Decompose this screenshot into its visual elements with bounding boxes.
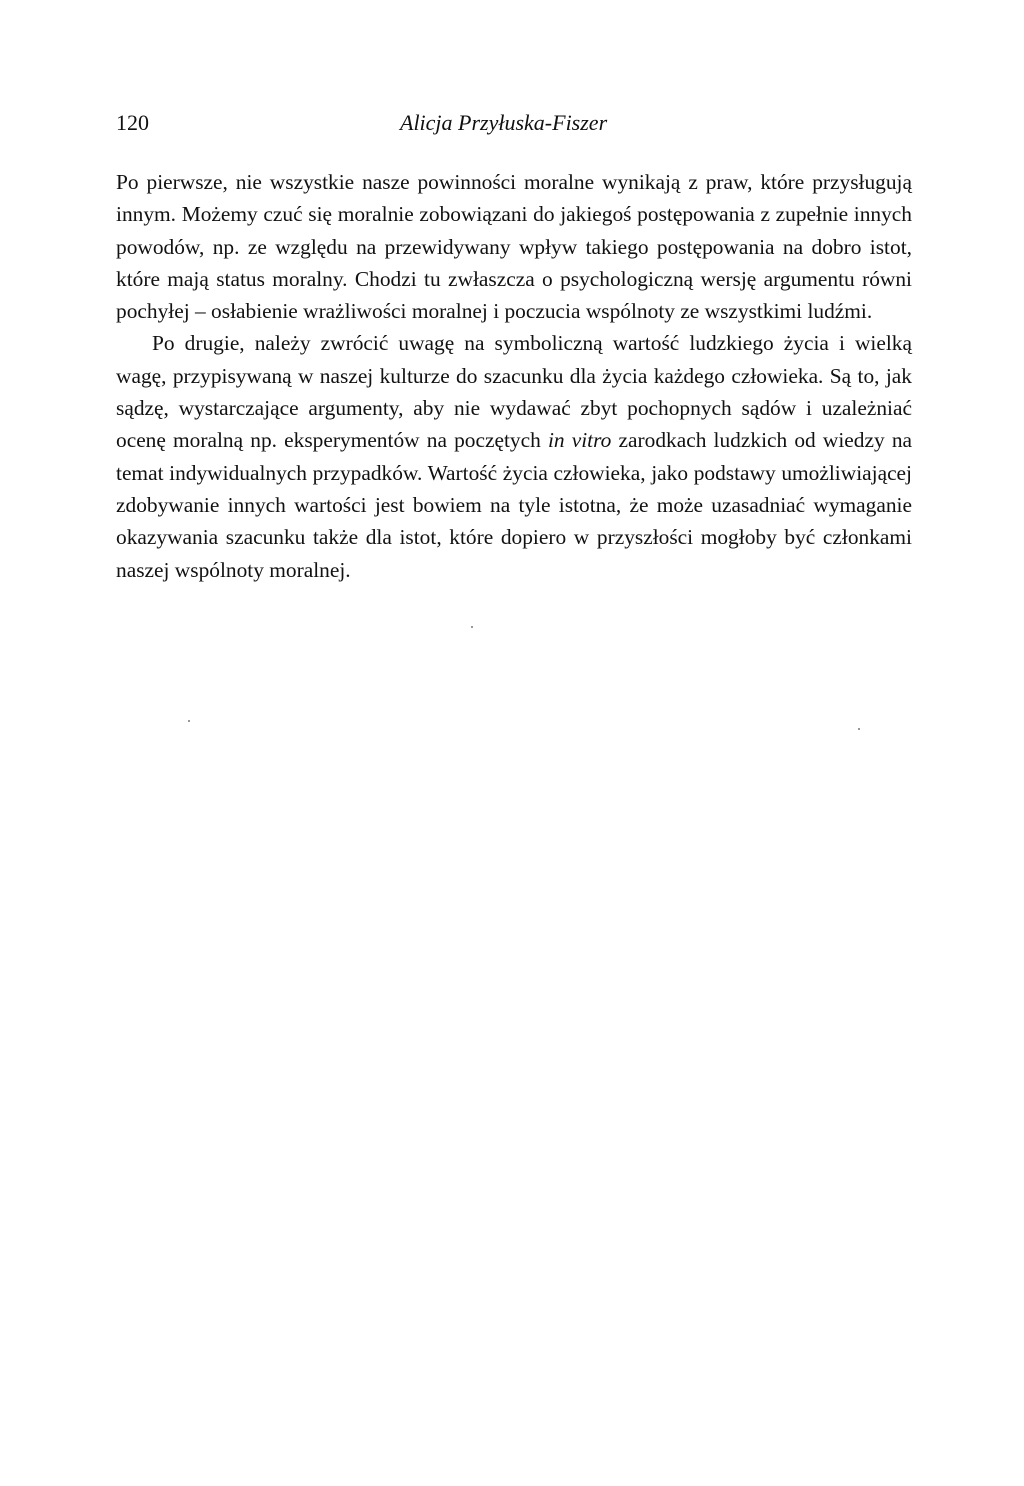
scan-speck [188, 720, 190, 722]
page-header [116, 108, 916, 138]
page-number: 120 [116, 110, 149, 135]
paragraph-2-text-start: Po drugie, należy zwrócić uwagę na symboliczną wartość ludzkiego życia i wielką wagę, przypisywaną w naszej kulturze do szacunku dla życia każdego człowieka. Są to, jak sądzę, wystarczające argumenty, aby nie wydawać zbyt pochopnych sądów i uzależniać ocenę moralną np. eksperymentów na poczętych [116, 331, 912, 453]
scan-speck [471, 626, 473, 628]
running-head: Alicja Przyłuska-Fiszer [400, 110, 608, 135]
paragraph-2 [116, 327, 912, 585]
paragraph-2-text-end: zarodkach ludzkich od wiedzy na temat indywidualnych przypadków. Wartość życia człowieka, jako podstawy umożliwiającej zdobywanie innych wartości jest bowiem na tyle istotna, że może uzasadniać wymaganie okazywania szacunku także dla istot, które dopiero w przyszłości mogłoby być członkami naszej wspólnoty moralnej. [116, 428, 913, 582]
body-text [116, 166, 912, 586]
scan-speck [858, 728, 860, 730]
paragraph-1: Po pierwsze, nie wszystkie nasze powinności moralne wynikają z praw, które przysługują innym. Możemy czuć się moralnie zobowiązani do jakiegoś postępowania z zupełnie innych powodów, np. ze względu na przewidywany wpływ takiego postępowania na dobro istot, które mają status moralny. Chodzi tu zwłaszcza o psychologiczną wersję argumentu równi pochyłej – osłabienie wrażliwości moralnej i poczucia wspólnoty ze wszystkimi ludźmi. [116, 170, 912, 324]
paragraph-2-italic-term: in vitro [547, 428, 612, 453]
